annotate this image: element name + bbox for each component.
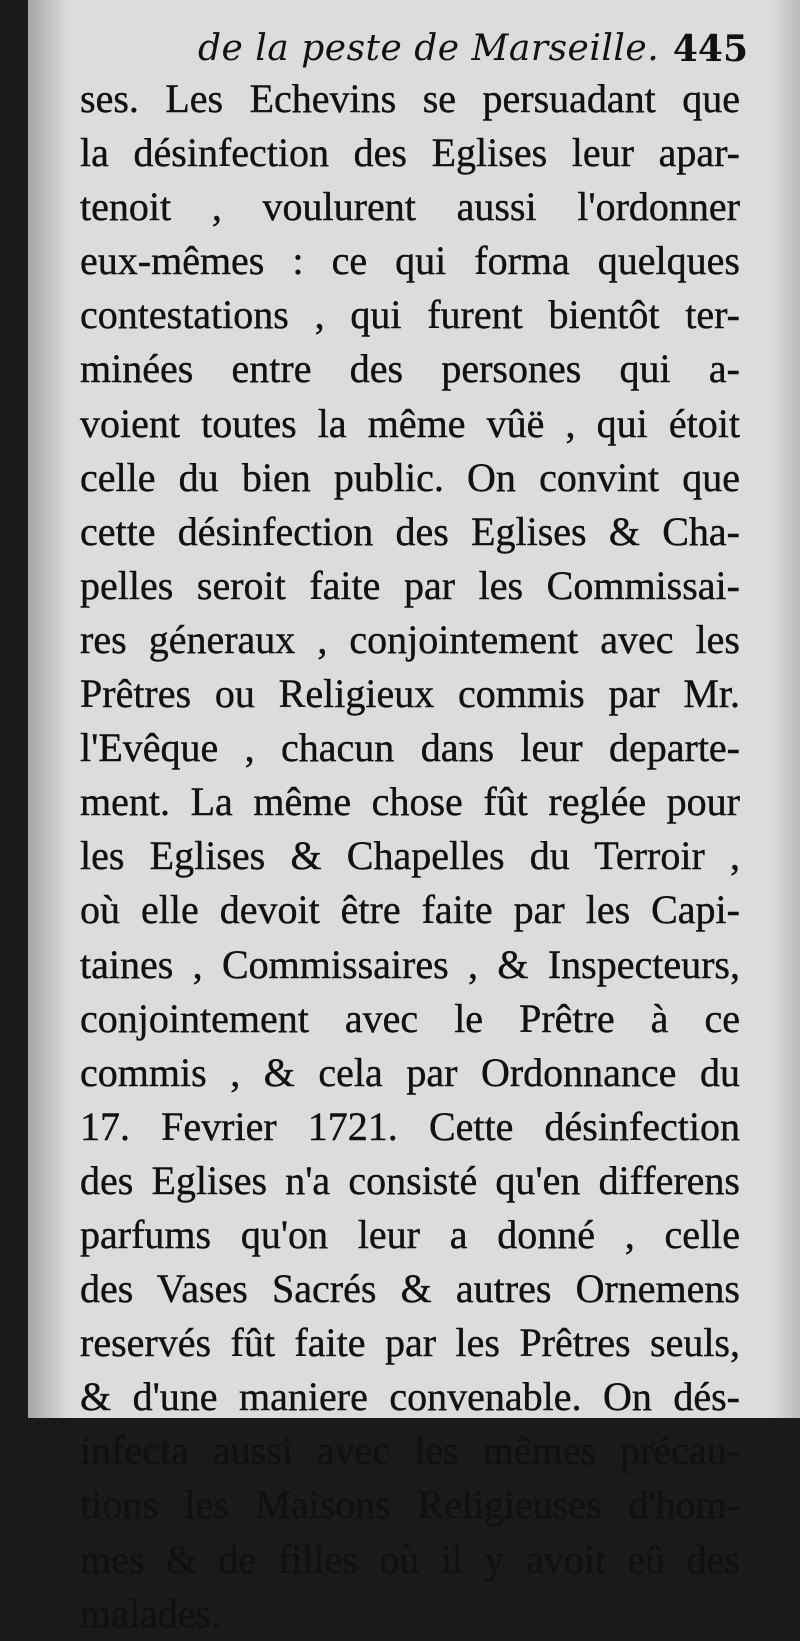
text-line: les Eglises & Chapelles du Terroir , [80,833,740,879]
text-line: Prêtres ou Religieux commis par Mr. [80,671,740,717]
running-title: de la peste de Marseille. [198,28,660,69]
text-line: pelles seroit faite par les Commissai- [80,562,740,608]
running-head [168,28,748,78]
text-line: taines , Commissaires , & Inspecteurs, [80,941,740,987]
text-line: où elle devoit être faite par les Capi- [80,887,740,933]
text-line-last: malades. [80,1590,222,1636]
text-line: minées entre des persones qui a- [80,346,740,392]
text-line: 17. Fevrier 1721. Cette désinfection [80,1103,740,1149]
text-line: la désinfection des Eglises leur apar- [80,130,740,176]
text-line: mes & de filles où il y avoit eû des [80,1536,740,1582]
book-page [28,0,800,1636]
text-line: conjointement avec le Prêtre à ce [80,995,740,1041]
body-text [80,72,740,1641]
text-line: parfums qu'on leur a donné , celle [80,1211,740,1257]
text-line: tions les Maisons Religieuses d'hom- [80,1482,740,1528]
text-line: commis , & cela par Ordonnance du [80,1049,740,1095]
text-line: reservés fût faite par les Prêtres seuls, [80,1320,740,1366]
text-line: ment. La même chose fût reglée pour [80,779,740,825]
text-line: l'Evêque , chacun dans leur departe- [80,725,740,771]
text-line: infecta aussi avec les mêmes précau- [80,1428,740,1474]
text-line: contestations , qui furent bientôt ter- [80,292,740,338]
text-line: tenoit , voulurent aussi l'ordonner [80,184,740,230]
text-line: & d'une maniere convenable. On dés- [80,1374,740,1420]
text-line: eux-mêmes : ce qui forma quelques [80,238,740,284]
text-line: voient toutes la même vûë , qui étoit [80,400,740,446]
text-line: res géneraux , conjointement avec les [80,616,740,662]
text-line: des Vases Sacrés & autres Ornemens [80,1266,740,1312]
text-line: celle du bien public. On convint que [80,454,740,500]
page-number: 445 [672,28,748,70]
text-line: cette désinfection des Eglises & Cha- [80,508,740,554]
text-line: ses. Les Echevins se persuadant que [80,76,740,121]
text-line: des Eglises n'a consisté qu'en differens [80,1157,740,1203]
